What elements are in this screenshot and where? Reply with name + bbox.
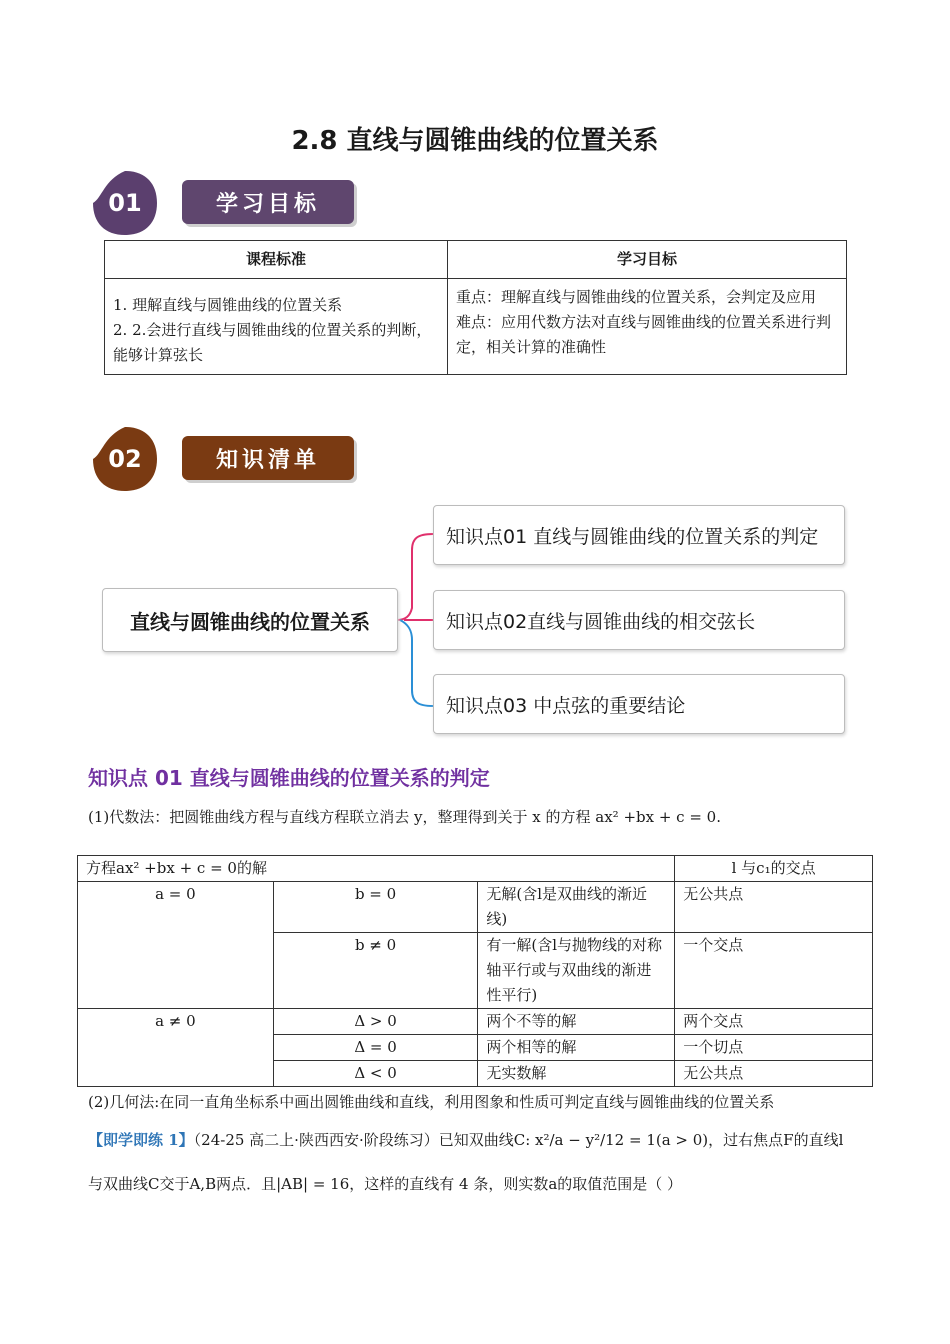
- exercise-tag: 【即学即练 1】: [88, 1131, 194, 1149]
- table-cell: b = 0: [273, 882, 478, 933]
- mindmap-node-2: 知识点02直线与圆锥曲线的相交弦长: [433, 590, 845, 650]
- knowledge-point-title: 知识点 01 直线与圆锥曲线的位置关系的判定: [88, 766, 490, 790]
- table-cell: 一个切点: [675, 1035, 873, 1061]
- goals-table: [104, 240, 847, 375]
- exercise-text: （24-25 高二上·陕西西安·阶段练习）已知双曲线C: x²/a − y²/12 = 1(a > 0)，过右焦点F的直线l: [193, 1131, 844, 1149]
- section-badge-01: [90, 168, 160, 238]
- table-cell: 无公共点: [675, 882, 873, 933]
- table-header: 方程ax² +bx + c = 0的解: [78, 856, 675, 882]
- table-cell: a = 0: [78, 882, 274, 1009]
- table-cell: a ≠ 0: [78, 1009, 274, 1087]
- list-item: 1. 理解直线与圆锥曲线的位置关系: [113, 296, 343, 314]
- geometry-method-text: (2)几何法:在同一直角坐标系中画出圆锥曲线和直线，利用图象和性质可判定直线与圆锥曲线的位置关系: [88, 1093, 775, 1111]
- table-cell: 无公共点: [675, 1061, 873, 1087]
- section-badge-02: [90, 424, 160, 494]
- table-cell: Δ = 0: [273, 1035, 478, 1061]
- mindmap-node-3: 知识点03 中点弦的重要结论: [433, 674, 845, 734]
- section-banner-knowledge: 知识清单: [182, 436, 354, 480]
- list-item: 重点：理解直线与圆锥曲线的位置关系，会判定及应用: [456, 288, 817, 306]
- table-cell: 有一解(含l与抛物线的对称轴平行或与双曲线的渐进性平行): [478, 933, 675, 1009]
- list-item: 2. 2.会进行直线与圆锥曲线的位置关系的判断，能够计算弦长: [113, 321, 432, 364]
- table-cell: 无实数解: [478, 1061, 675, 1087]
- exercise-line-2: 与双曲线C交于A,B两点．且|AB| = 16，这样的直线有 4 条，则实数a的取值范围是（ ）: [88, 1175, 683, 1193]
- table-cell: 一个交点: [675, 933, 873, 1009]
- mindmap-connector: [396, 520, 436, 720]
- table-header: 学习目标: [448, 241, 847, 279]
- section-banner-goals: 学习目标: [182, 180, 354, 224]
- section-number: 01: [108, 189, 142, 217]
- course-standard-cell: [105, 279, 448, 375]
- table-header: l 与c₁的交点: [675, 856, 873, 882]
- table-cell: Δ < 0: [273, 1061, 478, 1087]
- page-title: 2.8 直线与圆锥曲线的位置关系: [291, 126, 659, 156]
- list-item: 难点：应用代数方法对直线与圆锥曲线的位置关系进行判定，相关计算的准确性: [456, 313, 832, 356]
- table-cell: 无解(含l是双曲线的渐近线): [478, 882, 675, 933]
- table-header: 课程标准: [105, 241, 448, 279]
- table-cell: b ≠ 0: [273, 933, 478, 1009]
- mindmap-node-1: 知识点01 直线与圆锥曲线的位置关系的判定: [433, 505, 845, 565]
- section-number: 02: [108, 445, 142, 473]
- learning-goal-cell: [448, 279, 847, 375]
- mindmap-root: 直线与圆锥曲线的位置关系: [102, 588, 398, 652]
- exercise-line-1: [88, 1128, 868, 1152]
- table-cell: 两个不等的解: [478, 1009, 675, 1035]
- table-cell: 两个交点: [675, 1009, 873, 1035]
- algebra-method-text: (1)代数法：把圆锥曲线方程与直线方程联立消去 y，整理得到关于 x 的方程 ax² +bx + c = 0.: [88, 808, 721, 826]
- table-cell: Δ > 0: [273, 1009, 478, 1035]
- table-cell: 两个相等的解: [478, 1035, 675, 1061]
- discriminant-table: [77, 855, 873, 1087]
